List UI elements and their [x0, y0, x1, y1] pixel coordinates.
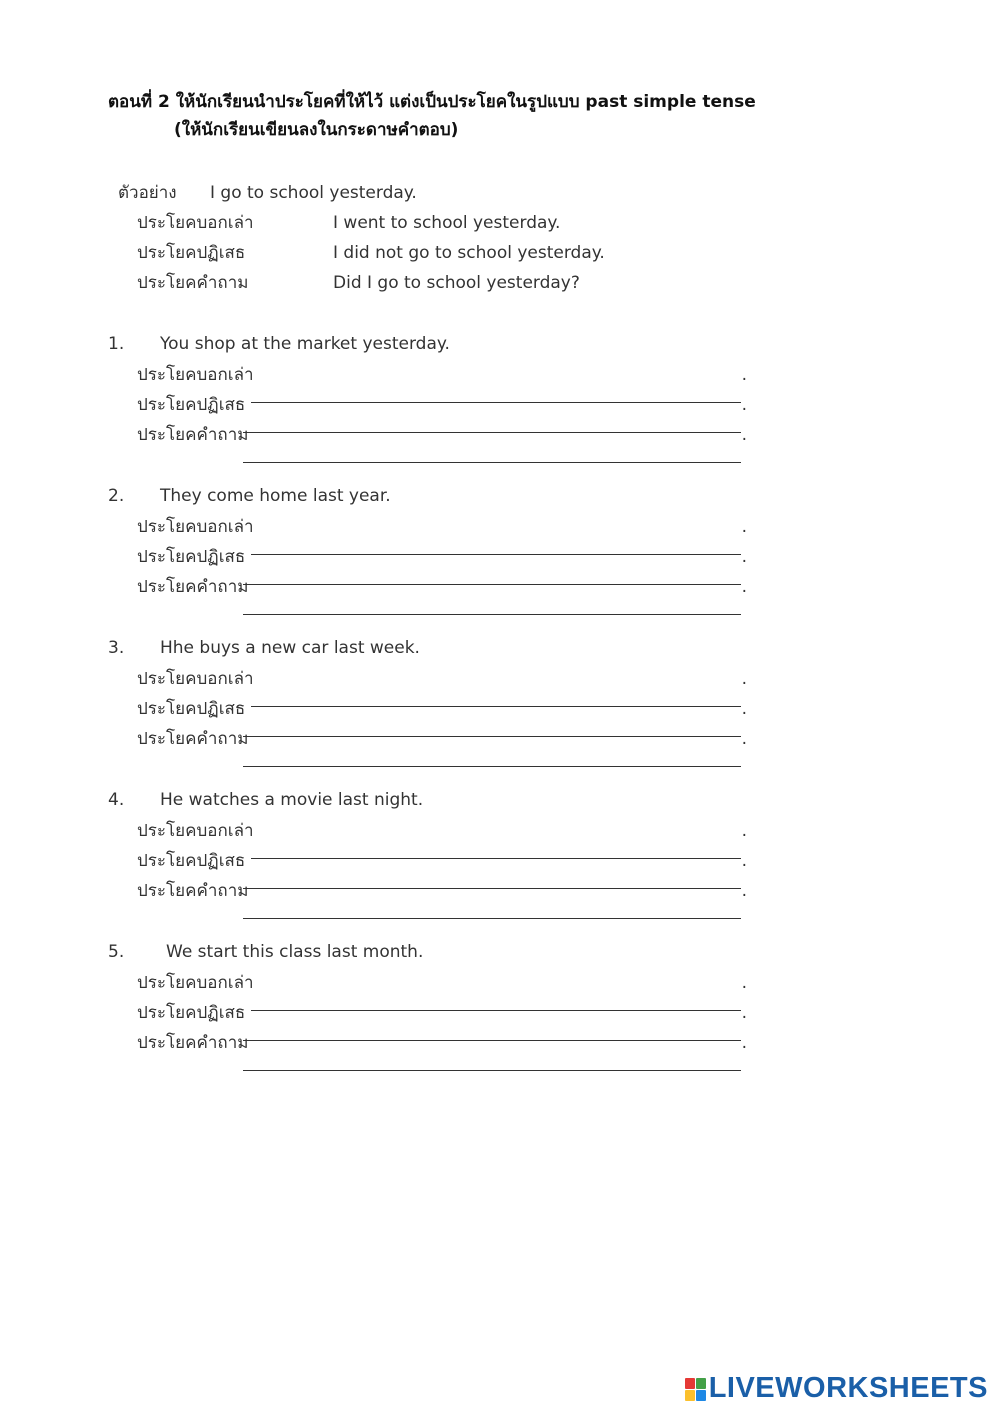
question-sentence: They come home last year.	[160, 486, 391, 506]
affirmative-label: ประโยคบอกเล่า	[137, 365, 254, 385]
question-number: 3.	[108, 638, 125, 658]
question-answer-blank[interactable]	[243, 896, 741, 919]
question-title	[108, 936, 747, 968]
question-answer-row	[137, 420, 747, 450]
question-answer-row	[137, 724, 747, 754]
negative-label: ประโยคปฏิเสธ	[137, 395, 246, 415]
question-2	[108, 480, 747, 602]
question-answer-row	[137, 1028, 747, 1058]
negative-label: ประโยคปฏิเสธ	[137, 547, 246, 567]
end-dot: .	[741, 729, 747, 749]
example-negative-label: ประโยคปฏิเสธ	[137, 243, 246, 263]
affirmative-answer-row	[137, 664, 747, 694]
question-answer-blank[interactable]	[243, 592, 741, 615]
affirmative-label: ประโยคบอกเล่า	[137, 669, 254, 689]
logo-text: LIVEWORKSHEETS	[708, 1372, 988, 1404]
example-affirmative-label: ประโยคบอกเล่า	[137, 213, 254, 233]
affirmative-answer-row	[137, 968, 747, 998]
question-answer-row	[137, 572, 747, 602]
question-title	[108, 632, 747, 664]
negative-answer-row	[137, 390, 747, 420]
question-number: 5.	[108, 942, 125, 962]
liveworksheets-logo-icon	[685, 1378, 705, 1400]
end-dot: .	[741, 395, 747, 415]
example-affirmative-text: I went to school yesterday.	[333, 213, 561, 233]
negative-answer-row	[137, 694, 747, 724]
question-label: ประโยคคำถาม	[137, 1033, 249, 1053]
example-negative-text: I did not go to school yesterday.	[333, 243, 605, 263]
end-dot: .	[741, 1033, 747, 1053]
affirmative-label: ประโยคบอกเล่า	[137, 517, 254, 537]
question-label: ประโยคคำถาม	[137, 729, 249, 749]
end-dot: .	[741, 669, 747, 689]
end-dot: .	[741, 517, 747, 537]
question-5	[108, 936, 747, 1058]
affirmative-answer-row	[137, 360, 747, 390]
question-4	[108, 784, 747, 906]
question-label: ประโยคคำถาม	[137, 425, 249, 445]
question-answer-blank[interactable]	[243, 1048, 741, 1071]
negative-label: ประโยคปฏิเสธ	[137, 1003, 246, 1023]
end-dot: .	[741, 973, 747, 993]
end-dot: .	[741, 699, 747, 719]
question-title	[108, 480, 747, 512]
question-1	[108, 328, 747, 450]
example-sentence: I go to school yesterday.	[210, 183, 417, 203]
end-dot: .	[741, 1003, 747, 1023]
instructions-heading	[108, 88, 756, 144]
question-number: 2.	[108, 486, 125, 506]
heading-line-2: (ให้นักเรียนเขียนลงในกระดาษคำตอบ)	[174, 120, 459, 140]
affirmative-answer-row	[137, 512, 747, 542]
question-number: 4.	[108, 790, 125, 810]
negative-answer-row	[137, 846, 747, 876]
question-answer-blank[interactable]	[243, 744, 741, 767]
negative-label: ประโยคปฏิเสธ	[137, 851, 246, 871]
question-label: ประโยคคำถาม	[137, 577, 249, 597]
affirmative-label: ประโยคบอกเล่า	[137, 973, 254, 993]
question-sentence: We start this class last month.	[166, 942, 424, 962]
end-dot: .	[741, 577, 747, 597]
end-dot: .	[741, 881, 747, 901]
example-question-label: ประโยคคำถาม	[137, 273, 249, 293]
heading-line-1: ตอนที่ 2 ให้นักเรียนนำประโยคที่ให้ไว้ แต่งเป็นประโยคในรูปแบบ past simple tense	[108, 92, 756, 112]
negative-answer-row	[137, 998, 747, 1028]
end-dot: .	[741, 547, 747, 567]
question-sentence: He watches a movie last night.	[160, 790, 424, 810]
end-dot: .	[741, 821, 747, 841]
question-title	[108, 328, 747, 360]
negative-answer-row	[137, 542, 747, 572]
liveworksheets-logo	[685, 1372, 988, 1405]
negative-label: ประโยคปฏิเสธ	[137, 699, 246, 719]
question-answer-blank[interactable]	[243, 440, 741, 463]
question-3	[108, 632, 747, 754]
affirmative-answer-row	[137, 816, 747, 846]
question-answer-row	[137, 876, 747, 906]
end-dot: .	[741, 425, 747, 445]
question-title	[108, 784, 747, 816]
end-dot: .	[741, 365, 747, 385]
example-label: ตัวอย่าง	[118, 183, 177, 203]
affirmative-label: ประโยคบอกเล่า	[137, 821, 254, 841]
question-number: 1.	[108, 334, 125, 354]
question-label: ประโยคคำถาม	[137, 881, 249, 901]
example-question-text: Did I go to school yesterday?	[333, 273, 580, 293]
end-dot: .	[741, 851, 747, 871]
question-sentence: Hhe buys a new car last week.	[160, 638, 420, 658]
question-sentence: You shop at the market yesterday.	[160, 334, 450, 354]
